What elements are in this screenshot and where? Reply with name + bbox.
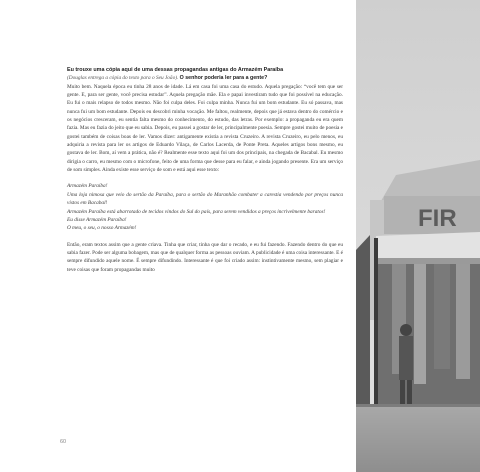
closing-paragraph: Então, eram textos assim que a gente criava. Tinha que criar, tinha que dar o recado, e eu fui fazendo. Fazendo dentro do que eu sabia fazer. Pode ser alguma bobagem, mas que de qualquer forma as pessoas ouviam. A publicidade é uma coisa interessante. E é sempre difundido aquele nome. É sempre difundindo. Interessante é que foi criado assim: instintivamente mesmo, sem plagiar e teve coisas que foram propagandas muito — [67, 241, 343, 273]
stage-note: (Douglas entrega a cópia do texto para o Seu João). — [67, 75, 179, 82]
photo-fabric — [434, 264, 450, 369]
article-text — [67, 66, 343, 274]
ad-line: Uma loja nimosa que veio do sertão da Paraíba, para o sertão do Maranhão combater a carestia vendendo por preços nunca vistos em Bacabal! — [67, 191, 343, 207]
photo-awning-fringe — [376, 258, 480, 264]
photo-fabric — [414, 264, 426, 384]
photo-sign-text: FIR — [418, 205, 457, 232]
page-number: 60 — [60, 439, 67, 445]
historic-photo — [356, 0, 480, 472]
answer-paragraph: Muito bem. Naquela época eu tinha 28 anos de idade. Lá em casa foi uma casa do estudo. Aquela pregação: “você tem que ser gente. E, para ser gente, você precisa estudar”. Aquela pregação mãe. Ela e papai investiram tudo que foi possível na educação. Eu fui o mais relapso de todos mesmo. Não foi culpa deles. Foi culpa minha. Nunca fui um bom estudante. Eu só passava, mas nunca fui um bom estudante. Depois eu descobri minha vocação. Me faltou, realmente, depois que já estava dentro do comércio e os negócios cresceram, eu sentia falta mesmo do conhecimento, do estudo, das letras. Por exemplo: a propaganda eu era quem fazia. Mas eu fazia do jeito que eu sabia. Depois, eu passei a gostar de ler, principalmente poesia. Sempre gostei muito de poesia e gostei também de coisas boas de ler. Vamos dizer: antigamente existia a revista Cruzeiro. A revista Cruzeiro, eu pelo menos, eu adquiria a revista para ler os artigos de Eduardo Vilaça, de Carlos Lacerda, de Ponte Preta. Aqueles artigos bons mesmo, eu gostava de ler. Bom, aí vem a prática, não é? Realmente esse texto aqui foi um dos principais, na chegada de Bacabal. Eu mesmo dirigia o carro, eu mesmo com o microfone, feito de uma forma que desse para eu falar, e ainda jogando presente. Era um serviço de som simples. Ainda existe esse serviço de som e está aqui esse texto: — [67, 83, 344, 174]
storefront-photo-illustration — [356, 0, 480, 472]
article-headline: Eu trouxe uma cópia aqui de uma dessas propagandas antigas do Armazém Paraíba — [67, 67, 284, 73]
spacer — [67, 174, 343, 182]
intro-paragraph — [67, 66, 343, 174]
photo-curb — [356, 404, 480, 407]
advertisement-text — [67, 182, 343, 232]
interview-question: O senhor poderia ler para a gente? — [179, 75, 268, 82]
photo-awning — [376, 232, 480, 262]
ad-line: Armazém Paraíba! — [67, 183, 108, 190]
ad-line: Armazém Paraíba está abarrotado de tecidos vindos do Sul do país, para serem vendidos a preços incrivelmente baratos! — [67, 208, 326, 215]
spacer — [67, 233, 343, 241]
photo-ground — [356, 404, 480, 472]
photo-fabric — [456, 264, 470, 379]
ad-line: O meu, o seu, o nosso Armazém! — [67, 225, 137, 232]
ad-line: Eu disse Armazém Paraíba! — [67, 216, 127, 223]
